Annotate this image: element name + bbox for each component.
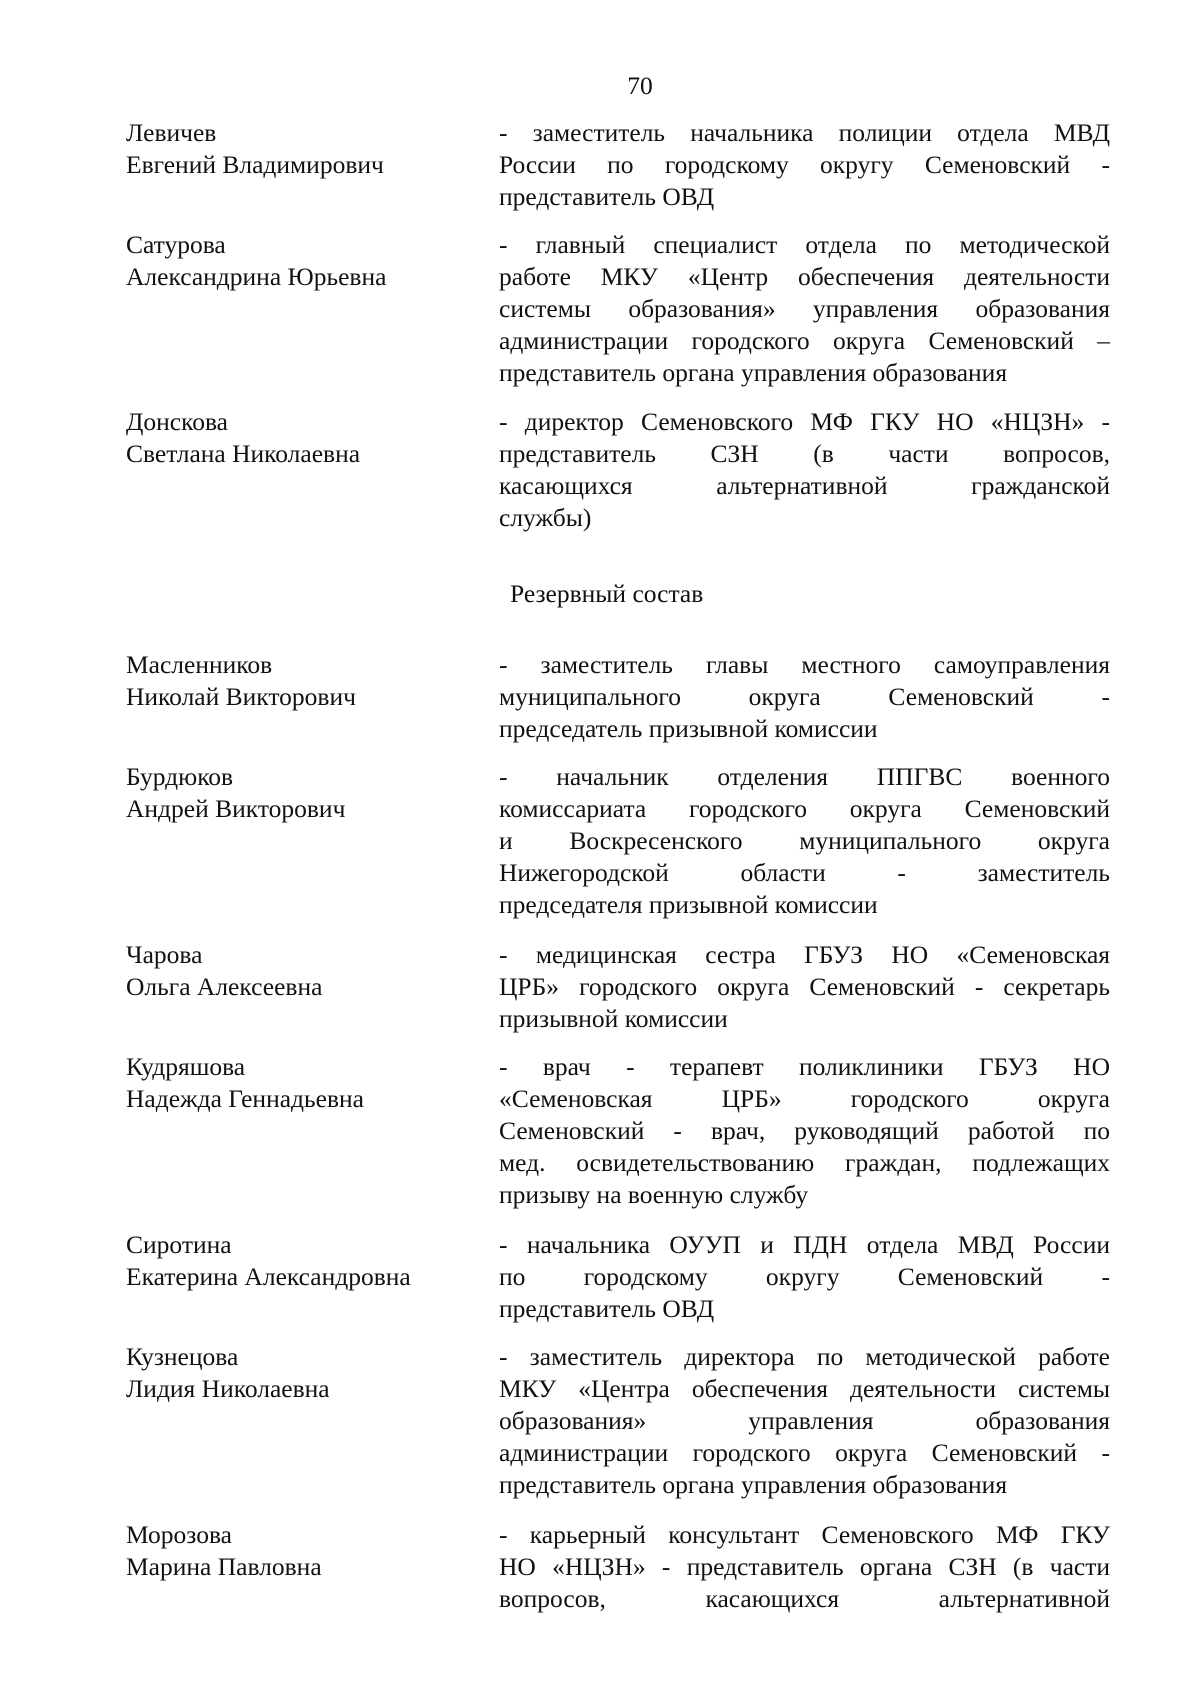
member-name bbox=[126, 761, 486, 825]
member-surname: Масленников bbox=[126, 650, 273, 679]
role-line: - карьерный консультант Семеновского МФ ГКУ bbox=[499, 1520, 1110, 1549]
member-surname: Сиротина bbox=[126, 1230, 232, 1259]
member-surname: Чарова bbox=[126, 940, 203, 969]
role-line: - врач - терапевт поликлиники ГБУЗ НО bbox=[499, 1052, 1110, 1081]
member-name bbox=[126, 229, 486, 293]
role-line: администрации городского округа Семеновский - bbox=[499, 1438, 1110, 1467]
role-line: и Воскресенского муниципального округа bbox=[499, 826, 1110, 855]
member-given-names: Светлана Николаевна bbox=[126, 439, 361, 468]
member-surname: Бурдюков bbox=[126, 762, 234, 791]
member-role bbox=[499, 406, 1110, 534]
member-surname: Кудряшова bbox=[126, 1052, 246, 1081]
role-line: комиссариата городского округа Семеновский bbox=[499, 794, 1110, 823]
role-line: Нижегородской области - заместитель bbox=[499, 858, 1110, 887]
role-line: - начальника ОУУП и ПДН отдела МВД России bbox=[499, 1230, 1110, 1259]
role-line: представитель органа управления образования bbox=[499, 1470, 1008, 1499]
member-role bbox=[499, 1519, 1110, 1615]
member-given-names: Андрей Викторович bbox=[126, 794, 346, 823]
role-line: России по городскому округу Семеновский - bbox=[499, 150, 1110, 179]
member-given-names: Екатерина Александровна bbox=[126, 1262, 411, 1291]
role-line: по городскому округу Семеновский - bbox=[499, 1262, 1110, 1291]
member-role bbox=[499, 939, 1110, 1035]
role-line: службы) bbox=[499, 503, 592, 532]
member-name bbox=[126, 406, 486, 470]
member-name bbox=[126, 1519, 486, 1583]
role-line: представитель органа управления образования bbox=[499, 358, 1008, 387]
role-line: - медицинская сестра ГБУЗ НО «Семеновская bbox=[499, 940, 1110, 969]
role-line: - начальник отделения ППГВС военного bbox=[499, 762, 1110, 791]
member-given-names: Николай Викторович bbox=[126, 682, 356, 711]
role-line: - директор Семеновского МФ ГКУ НО «НЦЗН» - bbox=[499, 407, 1110, 436]
role-line: НО «НЦЗН» - представитель органа СЗН (в части bbox=[499, 1552, 1110, 1581]
member-given-names: Александрина Юрьевна bbox=[126, 262, 387, 291]
role-line: администрации городского округа Семеновский – bbox=[499, 326, 1110, 355]
page-number: 70 bbox=[627, 71, 653, 100]
role-line: представитель ОВД bbox=[499, 1294, 715, 1323]
member-given-names: Надежда Геннадьевна bbox=[126, 1084, 364, 1113]
role-line: представитель СЗН (в части вопросов, bbox=[499, 439, 1110, 468]
role-line: председателя призывной комиссии bbox=[499, 890, 878, 919]
role-line: - заместитель начальника полиции отдела МВД bbox=[499, 118, 1110, 147]
member-surname: Левичев bbox=[126, 118, 217, 147]
member-role bbox=[499, 1229, 1110, 1325]
member-name bbox=[126, 939, 486, 1003]
member-role bbox=[499, 649, 1110, 745]
role-line: касающихся альтернативной гражданской bbox=[499, 471, 1110, 500]
member-surname: Кузнецова bbox=[126, 1342, 239, 1371]
role-line: ЦРБ» городского округа Семеновский - секретарь bbox=[499, 972, 1110, 1001]
member-given-names: Евгений Владимирович bbox=[126, 150, 384, 179]
role-line: призыву на военную службу bbox=[499, 1180, 809, 1209]
role-line: призывной комиссии bbox=[499, 1004, 728, 1033]
member-surname: Морозова bbox=[126, 1520, 232, 1549]
member-name bbox=[126, 1229, 486, 1293]
member-surname: Сатурова bbox=[126, 230, 226, 259]
role-line: представитель ОВД bbox=[499, 182, 715, 211]
member-name bbox=[126, 649, 486, 713]
role-line: образования» управления образования bbox=[499, 1406, 1110, 1435]
role-line: Семеновский - врач, руководящий работой по bbox=[499, 1116, 1110, 1145]
role-line: вопросов, касающихся альтернативной bbox=[499, 1584, 1110, 1613]
role-line: - заместитель главы местного самоуправления bbox=[499, 650, 1110, 679]
member-role bbox=[499, 1341, 1110, 1501]
member-role bbox=[499, 229, 1110, 389]
member-given-names: Лидия Николаевна bbox=[126, 1374, 330, 1403]
member-role bbox=[499, 1051, 1110, 1211]
member-name bbox=[126, 1051, 486, 1115]
role-line: председатель призывной комиссии bbox=[499, 714, 878, 743]
member-role bbox=[499, 117, 1110, 213]
role-line: мед. освидетельствованию граждан, подлежащих bbox=[499, 1148, 1110, 1177]
role-line: «Семеновская ЦРБ» городского округа bbox=[499, 1084, 1110, 1113]
member-surname: Донскова bbox=[126, 407, 228, 436]
role-line: системы образования» управления образования bbox=[499, 294, 1110, 323]
role-line: - заместитель директора по методической работе bbox=[499, 1342, 1110, 1371]
member-given-names: Марина Павловна bbox=[126, 1552, 322, 1581]
section-heading: Резервный состав bbox=[510, 579, 704, 608]
role-line: МКУ «Центра обеспечения деятельности системы bbox=[499, 1374, 1110, 1403]
member-name bbox=[126, 117, 486, 181]
role-line: работе МКУ «Центр обеспечения деятельности bbox=[499, 262, 1110, 291]
member-given-names: Ольга Алексеевна bbox=[126, 972, 323, 1001]
role-line: муниципального округа Семеновский - bbox=[499, 682, 1110, 711]
role-line: - главный специалист отдела по методической bbox=[499, 230, 1110, 259]
member-name bbox=[126, 1341, 486, 1405]
member-role bbox=[499, 761, 1110, 921]
